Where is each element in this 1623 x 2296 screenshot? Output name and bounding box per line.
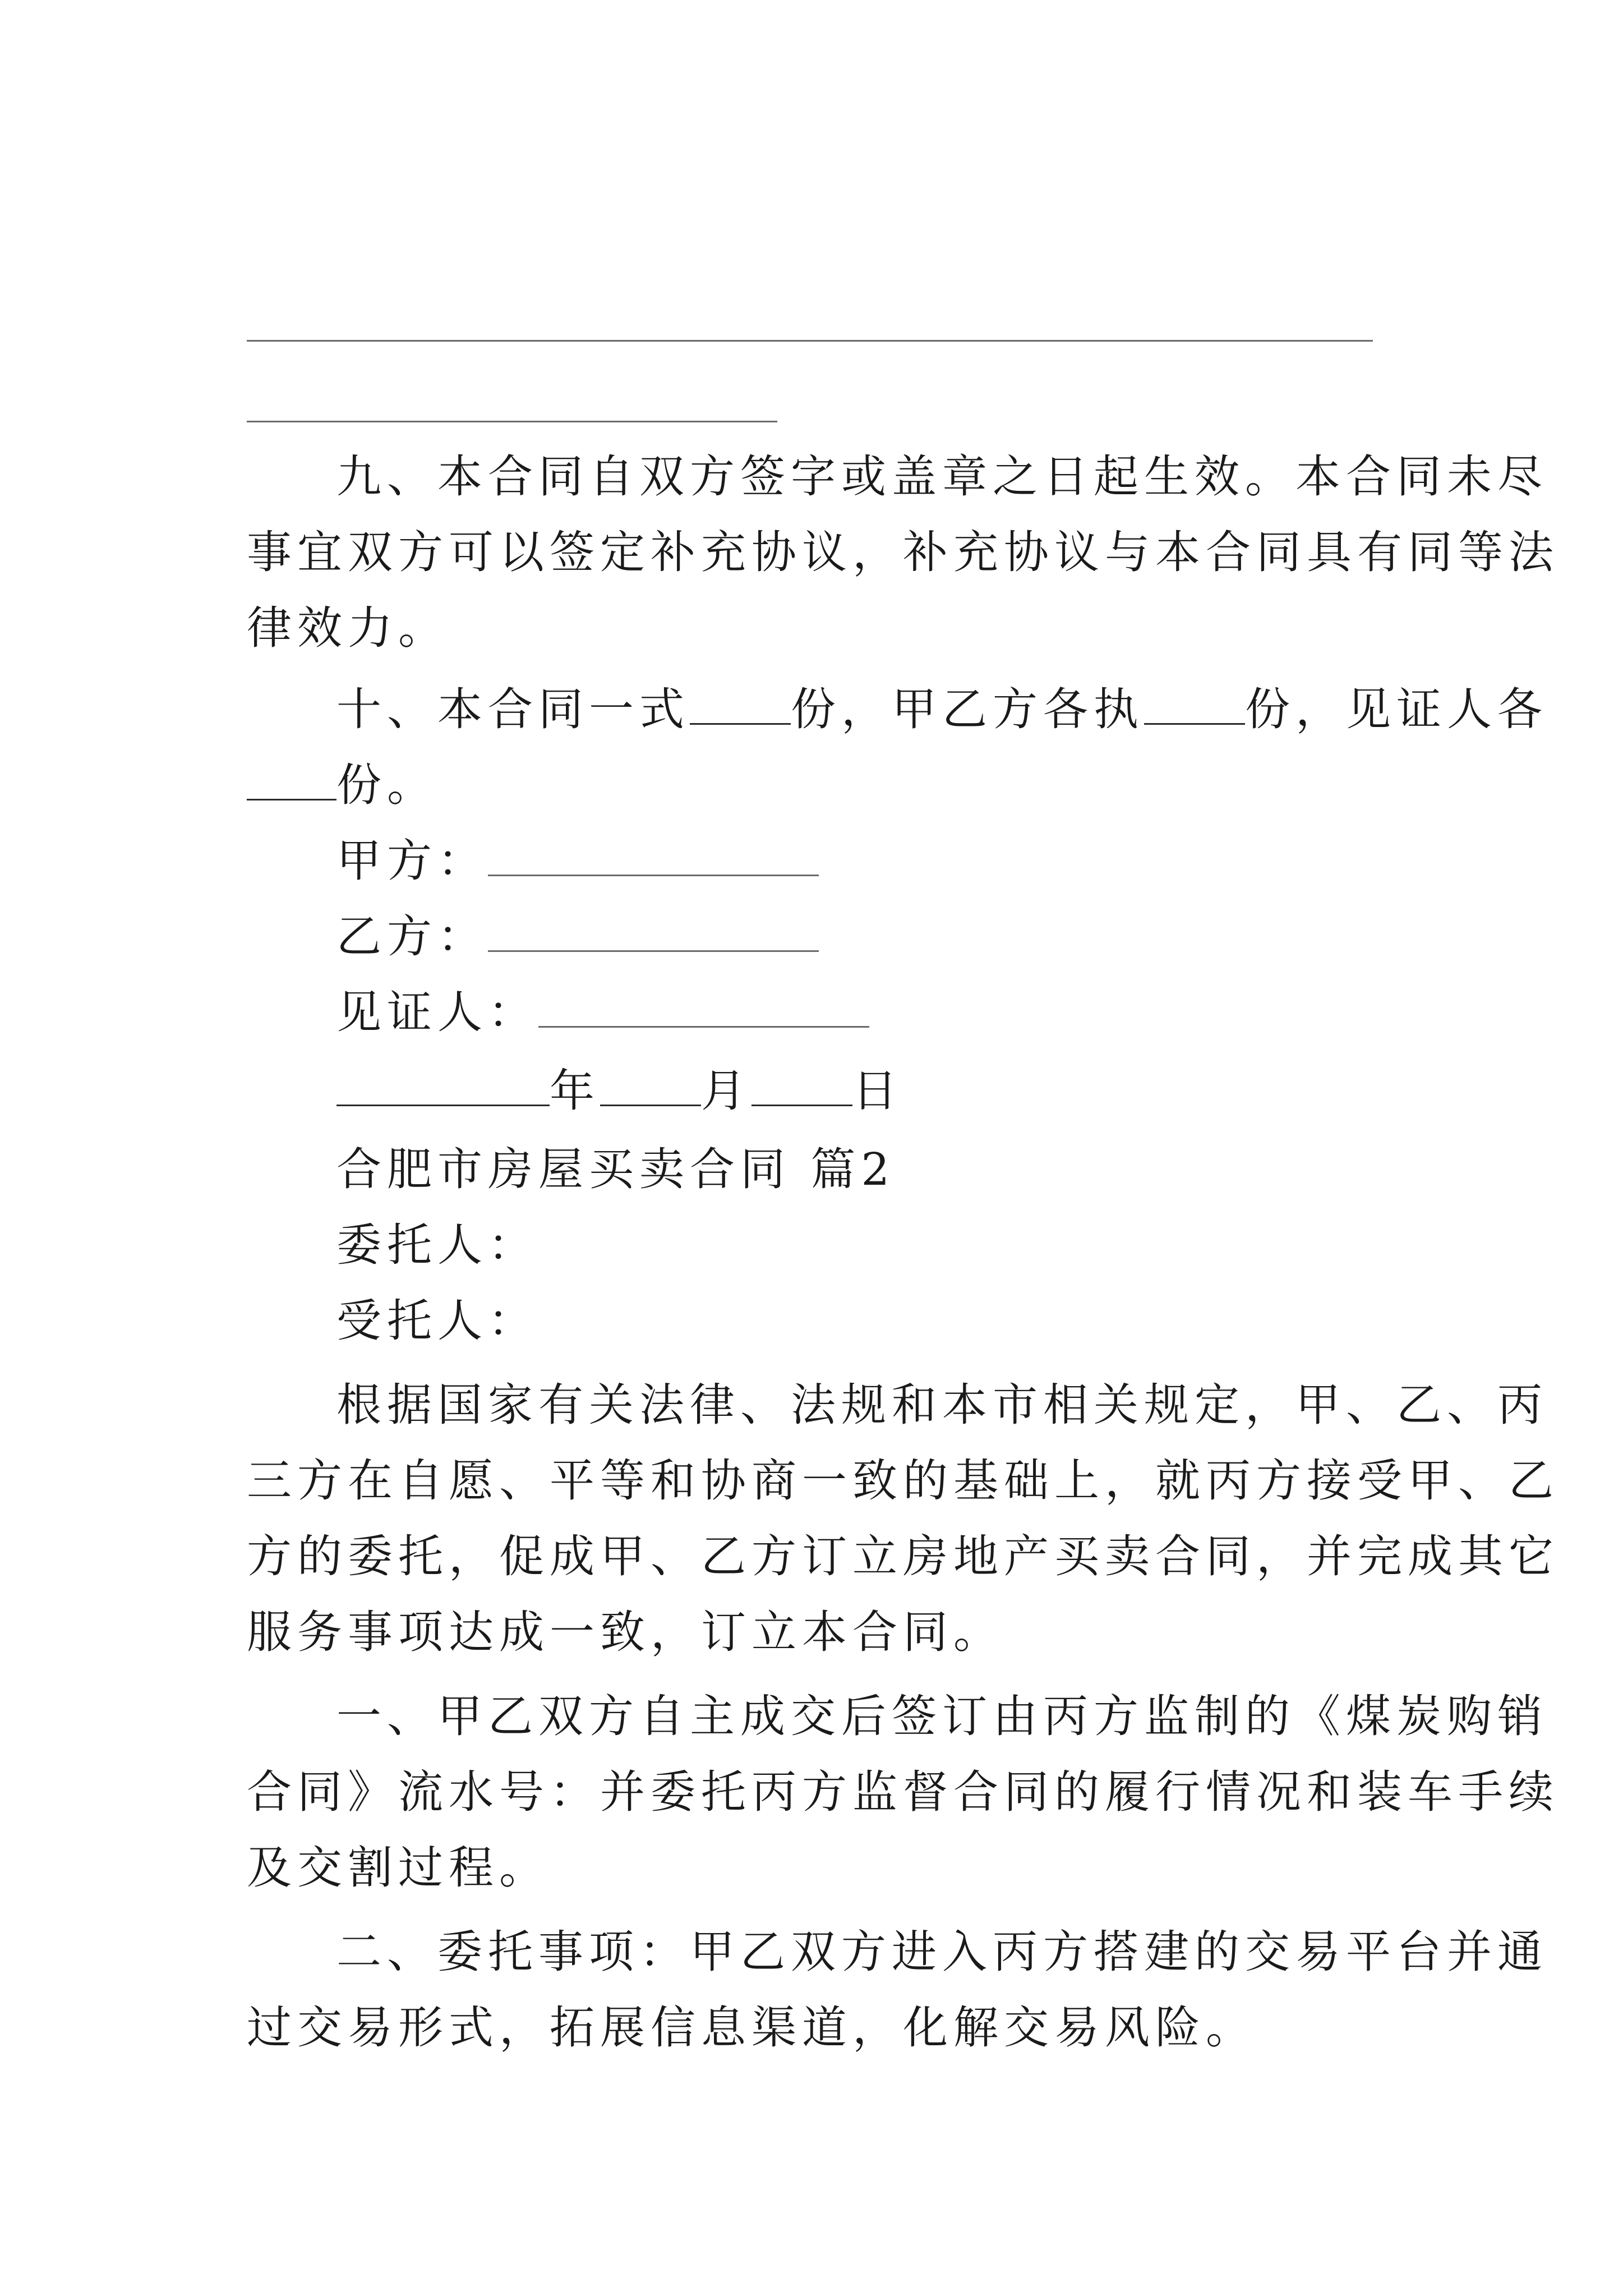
date-day-label: 日 [852,1065,903,1117]
clause-2-line-1: 二、委托事项：甲乙双方进入丙方搭建的交易平台并通 [336,1926,1548,1978]
preamble-line-3: 方的委托，促成甲、乙方订立房地产买卖合同，并完成其它 [247,1530,1559,1582]
clause-10-part-1: 十、本合同一式 [336,683,690,735]
month-blank [600,1065,701,1106]
party-b-line [336,909,819,965]
section-title: 合肥市房屋买卖合同 篇2 [336,1143,896,1195]
year-blank [336,1065,550,1106]
day-blank [751,1065,852,1106]
blank-line-rule-1 [247,340,1373,342]
principal-label: 委托人： [336,1219,538,1271]
party-a-label: 甲方： [336,835,488,887]
party-b-label: 乙方： [336,910,488,963]
clause-10-part-3: 份，见证人各 [1245,683,1548,735]
clause-10-part-4: 份。 [336,759,437,811]
preamble-line-2: 三方在自愿、平等和协商一致的基础上，就丙方接受甲、乙 [247,1455,1559,1507]
party-a-blank [488,835,819,876]
witness-line [336,984,869,1041]
date-month-label: 月 [701,1065,751,1117]
blank-line-rule-2 [247,421,777,422]
copies-each-party-blank [1144,684,1245,725]
clause-10-line-1 [336,682,1548,738]
clause-9-line-3: 律效力。 [247,602,449,654]
clause-9-line-1: 九、本合同自双方签字或盖章之日起生效。本合同未尽 [336,450,1548,503]
clause-10-part-2: 份，甲乙方各执 [791,683,1144,735]
clause-1-line-3: 及交割过程。 [247,1842,550,1894]
date-line [336,1063,903,1119]
party-b-blank [488,911,819,952]
clause-2-line-2: 过交易形式，拓展信息渠道，化解交易风险。 [247,2001,1256,2054]
party-a-line [336,833,819,889]
clause-9-line-2: 事宜双方可以签定补充协议，补充协议与本合同具有同等法 [247,526,1559,578]
witness-label: 见证人： [336,986,538,1038]
clause-10-line-2 [247,757,437,813]
copies-witness-blank [247,760,336,800]
clause-1-line-1: 一、甲乙双方自主成交后签订由丙方监制的《煤炭购销 [336,1690,1548,1742]
copies-total-blank [690,684,791,725]
agent-label: 受托人： [336,1295,538,1347]
clause-1-line-2: 合同》流水号：并委托丙方监督合同的履行情况和装车手续 [247,1766,1559,1818]
preamble-line-4: 服务事项达成一致，订立本合同。 [247,1606,1004,1658]
witness-blank [538,987,869,1028]
preamble-line-1: 根据国家有关法律、法规和本市相关规定，甲、乙、丙 [336,1379,1548,1431]
date-year-label: 年 [550,1065,600,1117]
